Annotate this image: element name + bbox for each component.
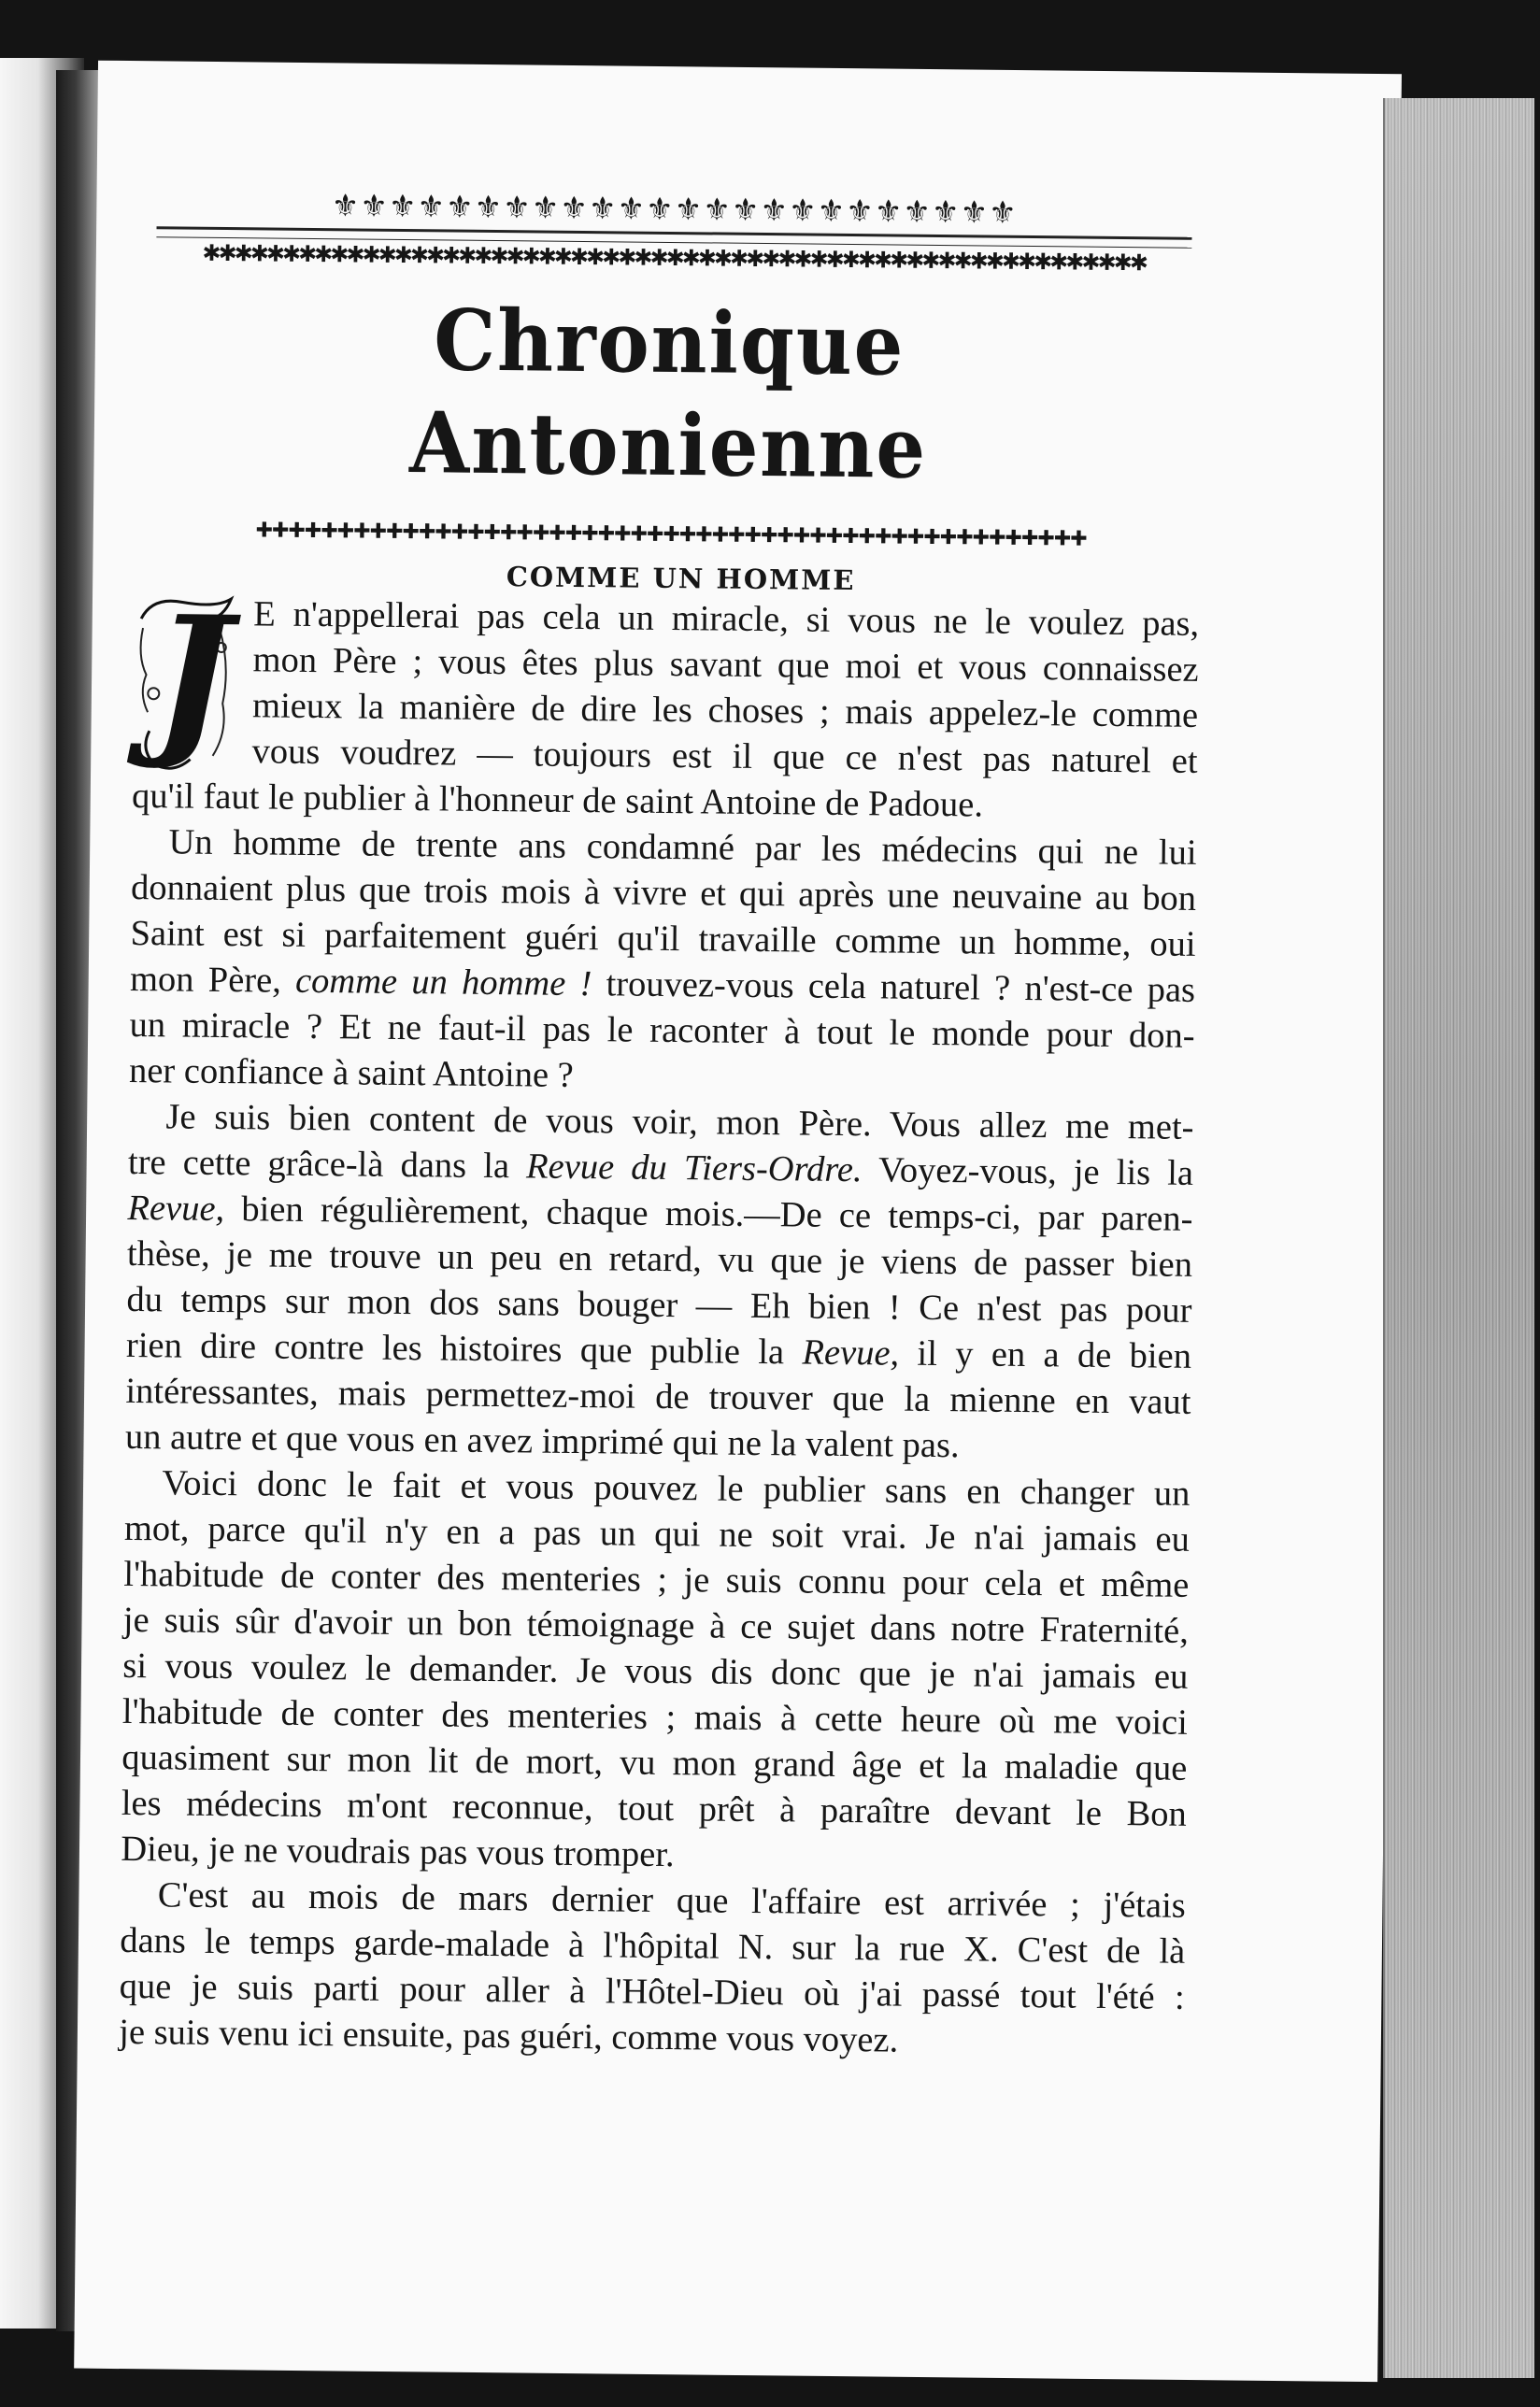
text-line: l'habitude de conter des menteries ; je suis connu pour cela et même — [123, 1554, 1190, 1605]
emphasis-text: comme un homme ! — [294, 961, 592, 1004]
text-line: si vous voulez le demander. Je vous dis donc que je n'ai jamais eu — [122, 1645, 1189, 1697]
cross-ornament-divider: ✚✚✚✚✚✚✚✚✚✚✚✚✚✚✚✚✚✚✚✚✚✚✚✚✚✚✚✚✚✚✚✚✚✚✚✚✚✚✚✚✚✚✚✚✚✚✚✚✚✚✚ — [255, 519, 1087, 551]
text-line: je suis venu ici ensuite, pas guéri, comme vous voyez. — [119, 2012, 899, 2060]
text-line: qu'il faut le publier à l'honneur de saint Antoine de Padoue. — [131, 776, 984, 825]
text-line: que je suis parti pour aller à l'Hôtel-Dieu où j'ai passé tout l'été : — [119, 1966, 1185, 2017]
text-line: Un homme de trente ans condamné par les médecins qui ne lui — [168, 822, 1197, 873]
paragraph-2 — [129, 819, 1197, 1105]
text-line: un autre et que vous en avez imprimé qui ne la valent pas. — [124, 1417, 960, 1466]
text-line: vous voudrez — toujours est il que ce n'est pas naturel et — [251, 732, 1198, 781]
emphasis-text: Revue, — [802, 1332, 900, 1374]
article-body — [119, 579, 1200, 2067]
paragraph-4 — [121, 1460, 1191, 1884]
text-segment: Voyez-vous, je lis la — [877, 1150, 1194, 1193]
text-line: l'habitude de conter des menteries ; mais à cette heure où me voici — [121, 1691, 1189, 1743]
emphasis-text: Revue du Tiers-Ordre. — [525, 1147, 863, 1190]
text-line: intéressantes, mais permettez-moi de trouver que la mienne en vaut — [125, 1371, 1191, 1422]
paragraph-3 — [125, 1094, 1194, 1472]
drop-cap-ornament — [132, 579, 240, 775]
text-line: mot, parce qu'il n'y en a pas un qui ne soit vrai. Je n'ai jamais eu — [123, 1508, 1191, 1560]
text-segment: rien dire contre les histoires que publie la — [125, 1325, 785, 1373]
text-segment: bien régulièrement, chaque mois.—De ce temps-ci, par paren- — [241, 1189, 1193, 1239]
text-line: du temps sur mon dos sans bouger — Eh bien ! Ce n'est pas pour — [126, 1279, 1192, 1331]
text-line: mieux la manière de dire les choses ; mais appelez-le comme — [251, 686, 1199, 735]
text-segment: mon Père, — [129, 959, 282, 1001]
text-segment: tre cette grâce-là dans la — [127, 1142, 510, 1187]
text-line: Dieu, je ne voudrais pas vous tromper. — [121, 1829, 675, 1875]
text-line: dans le temps garde-malade à l'hôpital N. sur la rue X. C'est de là — [120, 1920, 1186, 1972]
text-segment: trouvez-vous cela naturel ? n'est-ce pas — [606, 964, 1196, 1010]
emphasis-text: Revue, — [127, 1188, 225, 1230]
text-line: les médecins m'ont reconnue, tout prêt à paraître devant le Bon — [121, 1783, 1188, 1834]
text-line: ner confiance à saint Antoine ? — [128, 1050, 574, 1095]
article-heading: COMME UN HOMME — [506, 561, 856, 597]
text-line: Je suis bien content de vous voir, mon Père. Vous allez me met- — [165, 1097, 1194, 1147]
page-block-edges — [1383, 98, 1534, 2378]
text-line: je suis sûr d'avoir un bon témoignage à ce sujet dans notre Fraternité, — [122, 1600, 1190, 1651]
fleur-de-lis-border: ⚜⚜⚜⚜⚜⚜⚜⚜⚜⚜⚜⚜⚜⚜⚜⚜⚜⚜⚜⚜⚜⚜⚜⚜ — [331, 187, 1018, 231]
text-line: mon Père ; vous êtes plus savant que moi et vous connaissez — [252, 640, 1199, 690]
text-segment: il y en a de bien — [917, 1333, 1192, 1376]
text-line: Saint est si parfaitement guéri qu'il travaille comme un homme, oui — [130, 913, 1196, 964]
text-line: Voici donc le fait et vous pouvez le publier sans en changer un — [162, 1463, 1191, 1514]
text-line: quasiment sur mon lit de mort, vu mon grand âge et la maladie que — [121, 1737, 1188, 1788]
text-line: donnaient plus que trois mois à vivre et qui après une neuvaine au bon — [130, 867, 1197, 919]
page-content — [119, 185, 1204, 2067]
text-line: un miracle ? Et ne faut-il pas le raconter à tout le monde pour don- — [129, 1004, 1195, 1056]
page-title: Chronique Antonienne — [408, 291, 928, 498]
drop-cap-letter: J — [152, 579, 233, 775]
text-line: thèse, je me trouve un peu en retard, vu que je viens de passer bien — [126, 1233, 1193, 1285]
paragraph-5 — [119, 1873, 1186, 2067]
text-line: C'est au mois de mars dernier que l'affaire est arrivée ; j'étais — [157, 1875, 1186, 1926]
star-border: ✱✱✱✱✱✱✱✱✱✱✱✱✱✱✱✱✱✱✱✱✱✱✱✱✱✱✱✱✱✱✱✱✱✱✱✱✱✱✱✱✱✱✱✱✱✱✱✱✱✱✱✱✱✱✱✱✱✱✱ — [202, 239, 1147, 277]
text-line: E n'appellerai pas cela un miracle, si vous ne le voulez pas, — [252, 594, 1200, 644]
